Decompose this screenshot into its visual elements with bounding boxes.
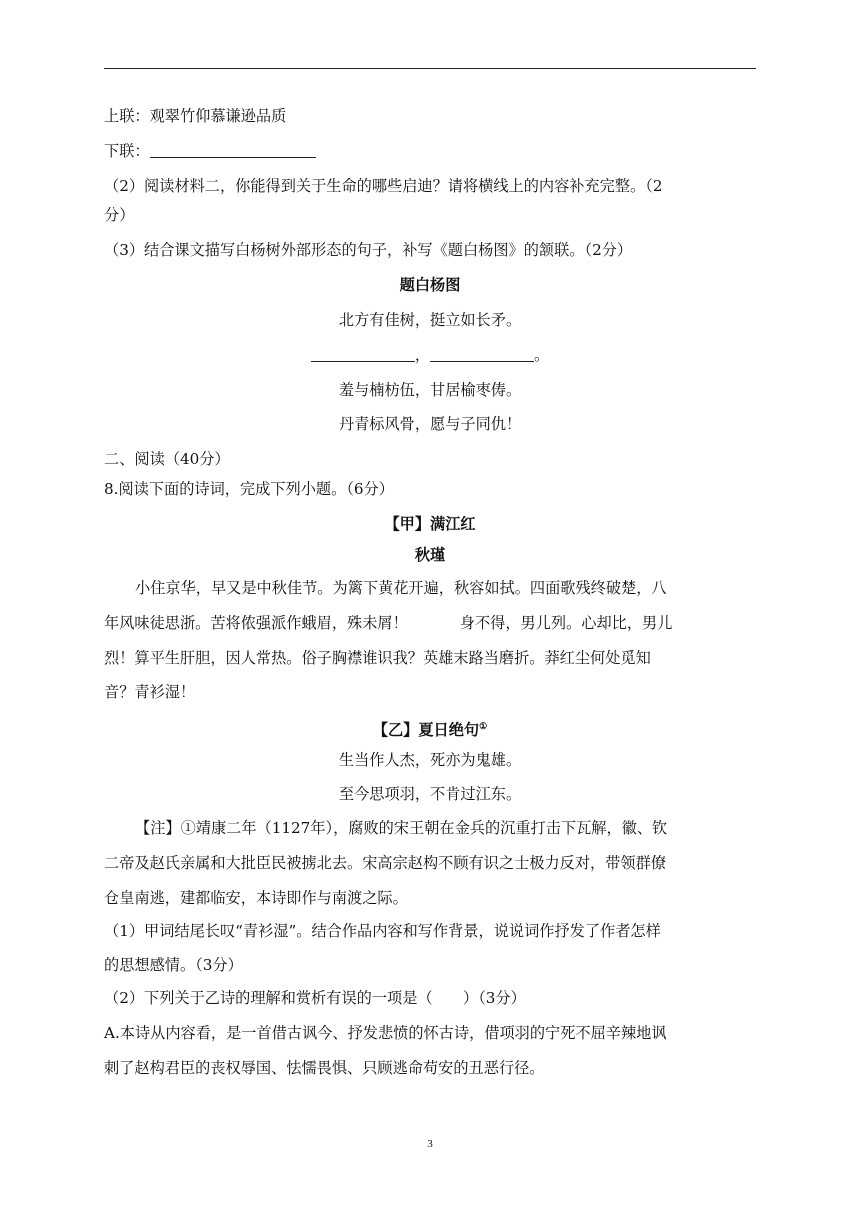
yi-title — [104, 717, 756, 740]
question-8-2: （2）下列关于乙诗的理解和赏析有误的一项是（ ）（3分） — [104, 989, 526, 1007]
option-a-line-1: A.本诗从内容看，是一首借古讽今、抒发悲愤的怀古诗，借项羽的宁死不屈辛辣地讽 — [104, 1024, 667, 1042]
jia-line-2 — [104, 613, 756, 633]
poem-line-1: 北方有佳树，挺立如长矛。 — [338, 311, 522, 329]
question-8-1-line-2: 的思想感情。（3分） — [104, 956, 243, 974]
question-8-1-line-1: （1）甲词结尾长叹“青衫湿”。结合作品内容和写作背景，说说词作抒发了作者怎样 — [104, 922, 661, 940]
yi-line-2: 至今思项羽，不肯过江东。 — [338, 785, 522, 803]
question-2-line-2: 分） — [104, 206, 135, 224]
poem-line-3: 羞与楠枋伍，甘居榆枣俦。 — [338, 381, 522, 399]
section-2-heading: 二、阅读（40分） — [104, 450, 230, 468]
jia-line-2-part-2: 身不得，男儿列。心却比，男儿 — [459, 614, 673, 632]
page-number: 3 — [427, 1138, 433, 1150]
answer-blank-2 — [430, 346, 534, 362]
option-a-line-2: 刺了赵构君臣的丧权辱国、怯懦畏惧、只顾逃命苟安的丑恶行径。 — [104, 1059, 545, 1077]
note-line-2: 二帝及赵氏亲属和大批臣民被掳北去。宋高宗赵构不顾有识之士极力反对，带领群僚 — [104, 854, 666, 872]
question-3: （3）结合课文描写白杨树外部形态的句子，补写《题白杨图》的颔联。（2分） — [104, 241, 633, 259]
jia-line-2-part-1: 年风味徒思浙。苦将侬强派作蛾眉，殊未屑！ — [104, 614, 408, 632]
note-line-3: 仓皇南逃，建都临安，本诗即作与南渡之际。 — [104, 889, 408, 907]
jia-title: 【甲】满江红 — [384, 515, 476, 533]
jia-line-3: 烈！算平生肝胆，因人常热。俗子胸襟谁识我？英雄末路当磨折。莽红尘何处觅知 — [104, 649, 651, 667]
poem-line-2-blanks — [104, 345, 756, 365]
yi-line-1: 生当作人杰，死亦为鬼雄。 — [338, 751, 522, 769]
couplet-upper: 上联：观翠竹仰慕谦逊品质 — [104, 107, 287, 125]
answer-blank-lower — [150, 142, 316, 158]
poem-line-4: 丹青标风骨，愿与子同仇！ — [338, 415, 522, 433]
yi-title-text: 【乙】夏日绝句 — [372, 721, 480, 739]
jia-line-4: 音？青衫湿！ — [104, 683, 196, 701]
poem-title: 题白杨图 — [399, 276, 461, 294]
header-rule — [104, 68, 756, 69]
couplet-lower — [104, 141, 756, 161]
jia-author: 秋瑾 — [414, 546, 446, 564]
yi-note-mark: ① — [479, 722, 488, 732]
note-line-1: 【注】①靖康二年（1127年），腐败的宋王朝在金兵的沉重打击下瓦解，徽、钦 — [135, 819, 668, 837]
answer-blank-1 — [311, 346, 415, 362]
poem-line-2-end: 。 — [534, 346, 550, 364]
jia-line-1: 小住京华，早又是中秋佳节。为篱下黄花开遍，秋容如拭。四面歌残终破楚，八 — [135, 579, 667, 597]
poem-line-2-sep: ， — [414, 346, 430, 364]
couplet-lower-label: 下联： — [104, 142, 150, 160]
question-8: 8.阅读下面的诗词，完成下列小题。（6分） — [104, 480, 394, 498]
question-2-line-1: （2）阅读材料二，你能得到关于生命的哪些启迪？请将横线上的内容补充完整。（2 — [104, 177, 663, 195]
